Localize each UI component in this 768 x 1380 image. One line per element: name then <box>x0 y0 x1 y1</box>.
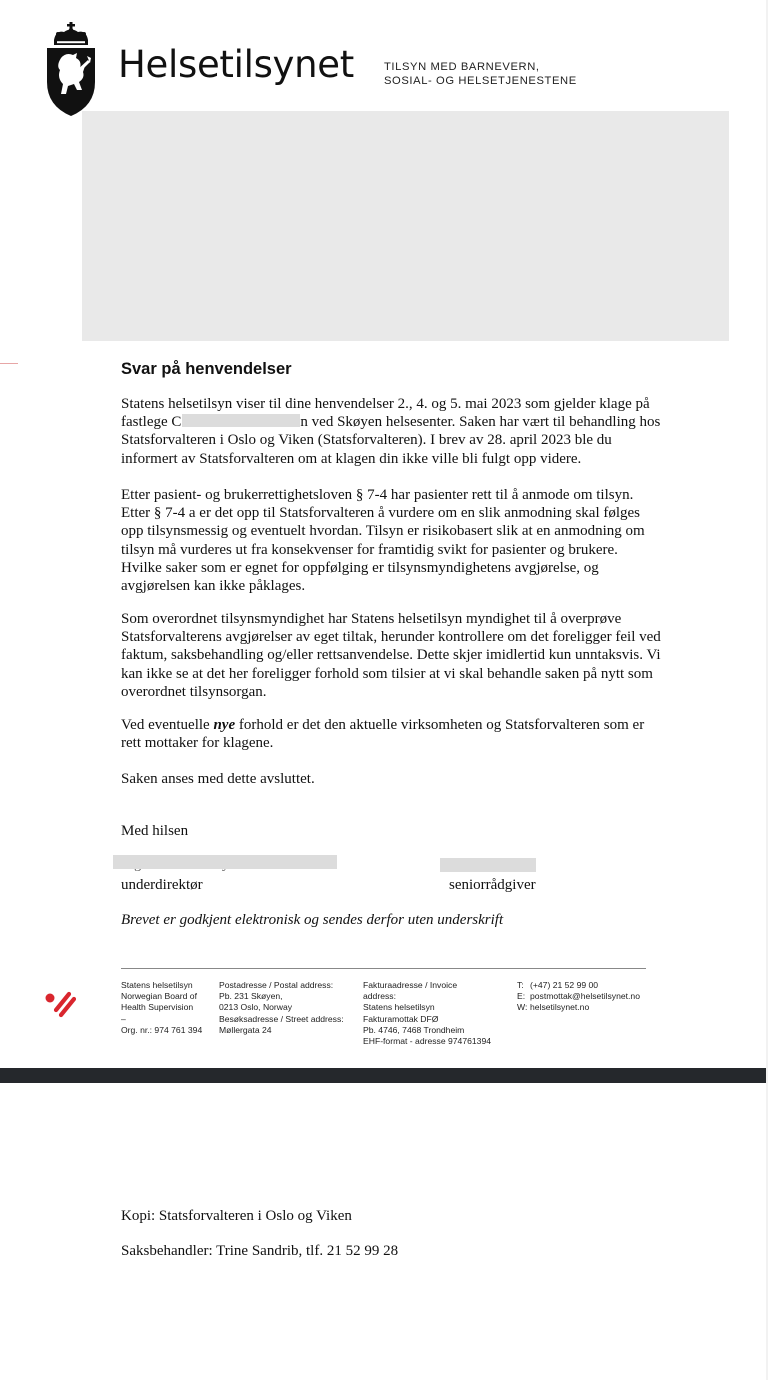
fold-mark <box>0 363 18 364</box>
footer-web-label: W: <box>517 1002 528 1013</box>
redacted-name <box>182 414 300 427</box>
paragraph-4-emphasis: nye <box>213 717 236 733</box>
case-handler: Saksbehandler: Trine Sandrib, tlf. 21 52 99 28 <box>121 1243 399 1259</box>
footer-postal-line: Møllergata 24 <box>219 1024 272 1035</box>
footer-postal-line: Pb. 231 Skøyen, <box>219 991 283 1002</box>
footer-postal-line: Besøksadresse / Street address: <box>219 1013 344 1024</box>
redacted-signer-right <box>440 858 536 872</box>
paragraph-2: Etter pasient- og brukerrettighetsloven § 7-4 har pasienter rett til å anmode om tilsyn. Etter § 7-4 a er det opp til Statsforvalteren å vurdere om en slik anmodning skal følges opp tilsynsmessig og eventuelt hvordan. Tilsyn er risikobasert slik at en anmodning om tilsyn må vurderes ut fra konsekvenser for framtidig svikt for pasienter og brukere. Hvilke saker som er egnet for oppfølging er tilsynsmyndighetens avgjørelse, og avgjørelsen kan ikke påklages. <box>121 487 645 595</box>
paragraph-1-start: Statens helsetilsyn viser til dine henvendelser 2., 4. og 5. mai 2023 som gjelder klage på fastlege C <box>121 396 650 431</box>
paragraph-4 <box>121 716 661 752</box>
org-tagline-line2: SOSIAL- OG HELSETJENESTENE <box>384 75 577 87</box>
footer-invoice-line: EHF-format - adresse 974761394 <box>363 1036 492 1047</box>
page-divider <box>0 1068 768 1083</box>
footer-invoice-line: Fakturaadresse / Invoice <box>363 980 458 990</box>
footer-invoice-column <box>363 980 491 1047</box>
footer-web-link[interactable]: helsetilsynet.no <box>530 1002 590 1013</box>
signer-role-left: underdirektør <box>121 877 203 893</box>
coat-of-arms-logo <box>44 20 98 118</box>
approval-note: Brevet er godkjent elektronisk og sendes derfor uten underskrift <box>121 912 504 928</box>
footer-email-link[interactable]: postmottak@helsetilsynet.no <box>530 991 640 1002</box>
redacted-signer-left <box>113 855 337 869</box>
paragraph-4-start: Ved eventuelle <box>121 717 214 733</box>
footer-org-line: Health Supervision <box>121 1002 194 1013</box>
redacted-address-block <box>82 111 729 341</box>
footer-divider <box>121 968 646 969</box>
paragraph-1-end: n ved Skøyen helsesenter. Saken har vært til behandling hos Statsforvalteren i Oslo og Viken (Statsforvalteren). I brev av 28. april 2023 ble du informert av Statsforvalteren om at klagen din ikke ville bli fulgt opp videre. <box>121 414 661 467</box>
footer-email-label: E: <box>517 991 526 1002</box>
footer-postal-line: 0213 Oslo, Norway <box>219 1002 293 1013</box>
greeting: Med hilsen <box>121 823 189 839</box>
footer-invoice-line: Pb. 4746, 7468 Trondheim <box>363 1024 465 1035</box>
footer-email <box>517 991 640 1002</box>
paragraph-5: Saken anses med dette avsluttet. <box>121 771 315 787</box>
org-name: Helsetilsynet <box>118 43 354 86</box>
footer-invoice-line: Statens helsetilsyn <box>363 1002 435 1013</box>
paragraph-1 <box>121 395 661 468</box>
footer-postal-column <box>219 980 344 1036</box>
paragraph-3: Som overordnet tilsynsmyndighet har Statens helsetilsyn myndighet til å overprøve Statsforvalterens avgjørelser av eget tiltak, herunder kontrollere om det foreligger feil ved faktum, saksbehandling og/eller rettsanvendelse. Dette skjer imidlertid kun unntaksvis. Vi kan ikke se at det her foreligger forhold som tilsier at vi skal behandle saken på nytt som overordnet tilsynsorgan. <box>121 611 661 700</box>
letter-title: Svar på henvendelser <box>121 360 292 378</box>
footer-org-line: Statens helsetilsyn <box>121 980 193 990</box>
footer-web <box>517 1002 640 1013</box>
org-tagline-line1: TILSYN MED BARNEVERN, <box>384 61 540 73</box>
helsetilsynet-symbol-icon <box>44 990 76 1018</box>
footer-phone-value[interactable]: (+47) 21 52 99 00 <box>530 980 599 990</box>
footer-contact-column <box>517 980 640 1014</box>
footer-phone-label: T: <box>517 980 524 990</box>
footer-org-line: Norwegian Board of <box>121 991 197 1002</box>
page-2 <box>0 1083 768 1380</box>
signer-role-right: seniorrådgiver <box>449 877 536 893</box>
footer-org-column <box>121 980 202 1036</box>
copy-recipient: Kopi: Statsforvalteren i Oslo og Viken <box>121 1208 352 1224</box>
org-tagline <box>384 60 577 88</box>
footer-postal-line: Postadresse / Postal address: <box>219 980 334 990</box>
footer-phone <box>517 980 640 991</box>
footer-invoice-line: address: <box>363 991 396 1002</box>
footer-org-line: – <box>121 1013 126 1024</box>
footer-invoice-line: Fakturamottak DFØ <box>363 1013 439 1024</box>
paragraph-4-end: forhold er det den aktuelle virksomheten og Statsforvalteren som er rett mottaker for klagene. <box>121 717 645 752</box>
footer-org-line: Org. nr.: 974 761 394 <box>121 1024 203 1035</box>
